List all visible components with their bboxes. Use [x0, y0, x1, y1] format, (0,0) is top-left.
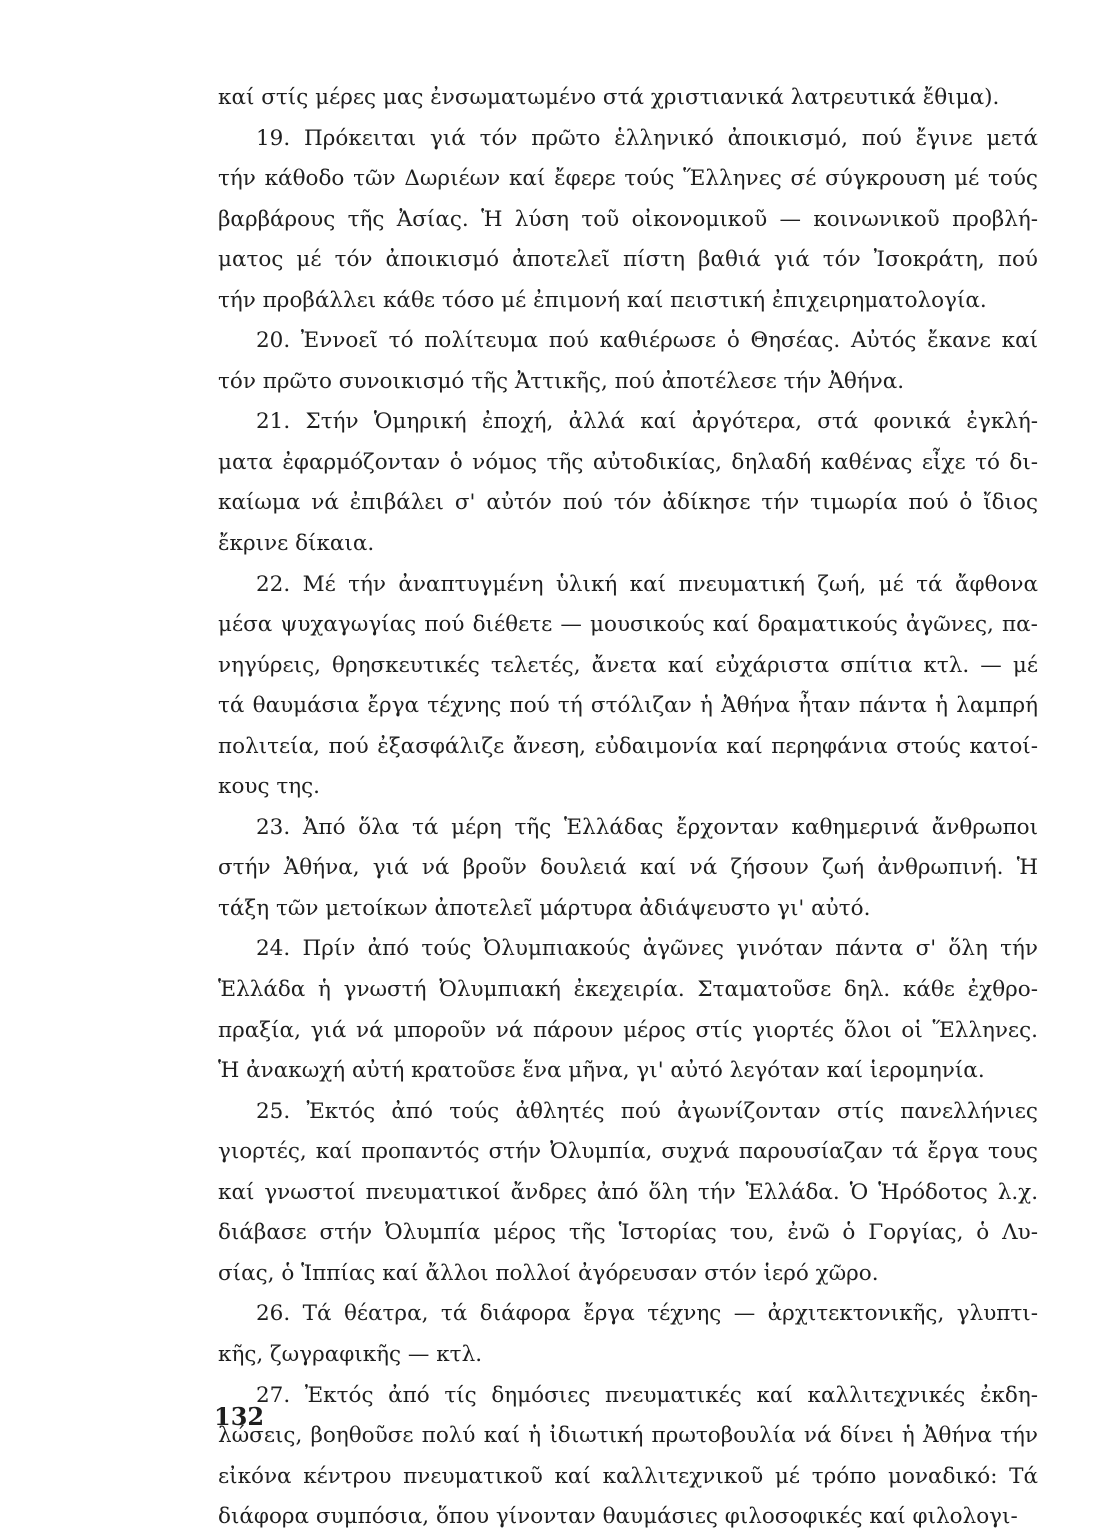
text-line: Ἡ ἀνακωχή αὐτή κρατοῦσε ἕνα μῆνα, γι' αὐτό λεγόταν καί ἱερομηνία.: [218, 1058, 985, 1084]
text-line: κους της.: [218, 774, 320, 800]
text-line: τήν κάθοδο τῶν Δωριέων καί ἔφερε τούς Ἕλληνες σέ σύγκρουση μέ τούς: [218, 166, 1038, 192]
text-line: ματα ἐφαρμόζονταν ὁ νόμος τῆς αὐτοδικίας, δηλαδή καθένας εἶχε τό δι-: [218, 449, 1038, 475]
text-line: στήν Ἀθήνα, γιά νά βροῦν δουλειά καί νά ζήσουν ζωή ἀνθρωπινή. Ἡ: [218, 855, 1038, 881]
text-line: βαρβάρους τῆς Ἀσίας. Ἡ λύση τοῦ οἰκονομικοῦ — κοινωνικοῦ προβλή-: [218, 206, 1038, 232]
text-line: 19. Πρόκειται γιά τόν πρῶτο ἑλληνικό ἀποικισμό, πού ἔγινε μετά: [256, 125, 1038, 151]
text-line: τάξη τῶν μετοίκων ἀποτελεῖ μάρτυρα ἀδιάψευστο γι' αὐτό.: [218, 895, 871, 921]
body-text: [218, 78, 1038, 1538]
text-line: εἰκόνα κέντρου πνευματικοῦ καί καλλιτεχνικοῦ μέ τρόπο μοναδικό: Τά: [218, 1463, 1038, 1489]
text-line: πολιτεία, πού ἐξασφάλιζε ἄνεση, εὐδαιμονία καί περηφάνια στούς κατοί-: [218, 733, 1038, 759]
text-line: τήν προβάλλει κάθε τόσο μέ ἐπιμονή καί πειστική ἐπιχειρηματολογία.: [218, 287, 987, 313]
text-line: σίας, ὁ Ἱππίας καί ἄλλοι πολλοί ἀγόρευσαν στόν ἱερό χῶρο.: [218, 1260, 879, 1286]
text-line: κῆς, ζωγραφικῆς — κτλ.: [218, 1341, 483, 1367]
text-line: τά θαυμάσια ἔργα τέχνης πού τή στόλιζαν ἡ Ἀθήνα ἦταν πάντα ἡ λαμπρή: [218, 693, 1038, 719]
text-line: καί στίς μέρες μας ἐνσωματωμένο στά χριστιανικά λατρευτικά ἔθιμα).: [218, 85, 1000, 110]
text-line: 25. Ἐκτός ἀπό τούς ἀθλητές πού ἀγωνίζονταν στίς πανελλήνιες: [256, 1098, 1038, 1124]
page-number: 132: [214, 1402, 265, 1431]
text-line: 27. Ἐκτός ἀπό τίς δημόσιες πνευματικές καί καλλιτεχνικές ἐκδη-: [256, 1382, 1038, 1408]
text-line: 22. Μέ τήν ἀναπτυγμένη ὑλική καί πνευματική ζωή, μέ τά ἄφθονα: [256, 571, 1038, 597]
text-line: 26. Τά θέατρα, τά διάφορα ἔργα τέχνης — ἀρχιτεκτονικῆς, γλυπτι-: [256, 1301, 1038, 1327]
text-line: 23. Ἀπό ὅλα τά μέρη τῆς Ἑλλάδας ἔρχονταν καθημερινά ἄνθρωποι: [256, 814, 1038, 840]
text-line: ἔκρινε δίκαια.: [218, 531, 375, 557]
text-line: 21. Στήν Ὁμηρική ἐποχή, ἀλλά καί ἀργότερα, στά φονικά ἐγκλή-: [256, 409, 1038, 435]
text-line: λώσεις, βοηθοῦσε πολύ καί ἡ ἰδιωτική πρωτοβουλία νά δίνει ἡ Ἀθήνα τήν: [218, 1423, 1038, 1449]
text-line: ματος μέ τόν ἀποικισμό ἀποτελεῖ πίστη βαθιά γιά τόν Ἰσοκράτη, πού: [218, 247, 1038, 273]
text-line: καίωμα νά ἐπιβάλει σ' αὐτόν πού τόν ἀδίκησε τήν τιμωρία πού ὁ ἴδιος: [218, 490, 1038, 516]
text-line: 20. Ἐννοεῖ τό πολίτευμα πού καθιέρωσε ὁ Θησέας. Αὐτός ἔκανε καί: [256, 328, 1038, 354]
text-line: τόν πρῶτο συνοικισμό τῆς Ἀττικῆς, πού ἀποτέλεσε τήν Ἀθήνα.: [218, 368, 905, 394]
text-line: πραξία, γιά νά μποροῦν νά πάρουν μέρος στίς γιορτές ὅλοι οἱ Ἕλληνες.: [218, 1017, 1038, 1043]
text-line: διάφορα συμπόσια, ὅπου γίνονταν θαυμάσιες φιλοσοφικές καί φιλολογι-: [218, 1504, 1018, 1530]
text-line: Ἑλλάδα ἡ γνωστή Ὀλυμπιακή ἐκεχειρία. Σταματοῦσε δηλ. κάθε ἐχθρο-: [218, 977, 1038, 1003]
text-line: γιορτές, καί προπαντός στήν Ὀλυμπία, συχνά παρουσίαζαν τά ἔργα τους: [218, 1139, 1038, 1165]
text-line: διάβασε στήν Ὀλυμπία μέρος τῆς Ἱστορίας του, ἐνῶ ὁ Γοργίας, ὁ Λυ-: [218, 1220, 1038, 1246]
text-line: μέσα ψυχαγωγίας πού διέθετε — μουσικούς καί δραματικούς ἀγῶνες, πα-: [218, 612, 1038, 638]
text-line: 24. Πρίν ἀπό τούς Ὀλυμπιακούς ἀγῶνες γινόταν πάντα σ' ὅλη τήν: [256, 936, 1038, 962]
text-line: καί γνωστοί πνευματικοί ἄνδρες ἀπό ὅλη τήν Ἑλλάδα. Ὁ Ἡρόδοτος λ.χ.: [218, 1179, 1038, 1205]
text-line: νηγύρεις, θρησκευτικές τελετές, ἄνετα καί εὐχάριστα σπίτια κτλ. — μέ: [218, 652, 1038, 678]
